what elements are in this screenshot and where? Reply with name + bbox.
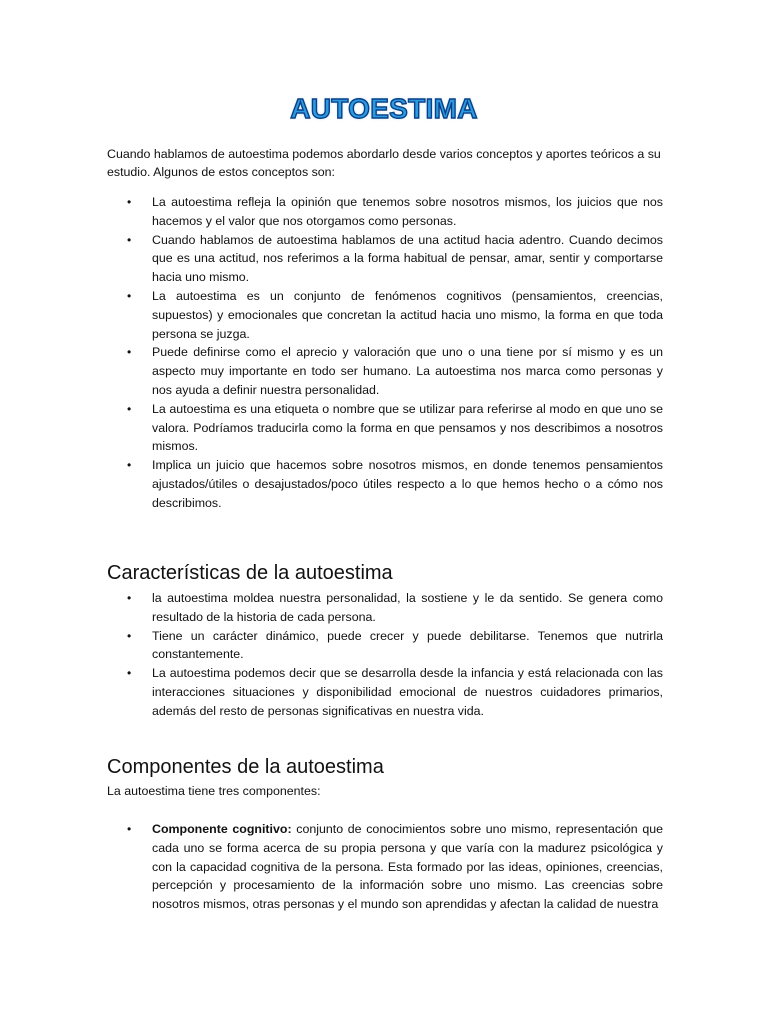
document-title: AUTOESTIMA <box>290 93 478 124</box>
list-item <box>107 820 663 914</box>
bullet-icon: • <box>127 666 132 681</box>
bullet-icon: • <box>127 401 132 416</box>
list-item <box>107 193 663 231</box>
list-item <box>107 627 663 665</box>
bullet-icon: • <box>127 628 132 643</box>
list-item-text: La autoestima es una etiqueta o nombre que se utilizar para referirse al modo en que uno se valora. Podríamos traducirla como la forma en que pensamos y nos describimos a nosotros mismos. <box>152 401 663 454</box>
components-heading: Componentes de la autoestima <box>107 756 384 778</box>
bullet-icon: • <box>127 822 132 836</box>
bullet-icon: • <box>127 232 132 247</box>
list-item-text: Cuando hablamos de autoestima hablamos de una actitud hacia adentro. Cuando decimos que es una actitud, nos referimos a la forma habitual de pensar, amar, sentir y comportarse hacia uno mismo. <box>152 232 663 285</box>
characteristics-list <box>107 589 663 721</box>
list-item <box>107 456 663 512</box>
concepts-list <box>107 193 663 513</box>
list-item-text: La autoestima es un conjunto de fenómenos cognitivos (pensamientos, creencias, supuestos) y emocionales que concretan la actitud hacia uno mismo, la forma en que toda persona se juzga. <box>152 288 663 341</box>
list-item <box>107 589 663 627</box>
list-item <box>107 400 663 456</box>
component-label: Componente cognitivo: <box>152 822 292 836</box>
bullet-icon: • <box>127 195 132 209</box>
list-item-text: La autoestima refleja la opinión que tenemos sobre nosotros mismos, los juicios que nos hacemos y el valor que nos otorgamos como personas. <box>152 195 663 228</box>
list-item-text: La autoestima podemos decir que se desarrolla desde la infancia y está relacionada con las interacciones situaciones y disponibilidad emocional de nuestros cuidadores primarios, además del resto de personas significativas en nuestra vida. <box>152 666 663 718</box>
bullet-icon: • <box>127 591 132 605</box>
list-item-text: Tiene un carácter dinámico, puede crecer y puede debilitarse. Tenemos que nutrirla constantemente. <box>152 628 663 662</box>
list-item-text: Puede definirse como el aprecio y valoración que uno o una tiene por sí mismo y es un aspecto muy importante en todo ser humano. La autoestima nos marca como personas y nos ayuda a definir nuestra personalidad. <box>152 345 663 397</box>
list-item-text: Implica un juicio que hacemos sobre nosotros mismos, en donde tenemos pensamientos ajustados/útiles o desajustados/poco útiles respecto a lo que hemos hecho o a cómo nos describimos. <box>152 458 663 510</box>
bullet-icon: • <box>127 458 132 473</box>
components-list <box>107 820 663 914</box>
components-intro: La autoestima tiene tres componentes: <box>107 784 321 798</box>
intro-paragraph: Cuando hablamos de autoestima podemos abordarlo desde varios conceptos y aportes teóricos a su estudio. Algunos de estos conceptos son: <box>107 147 661 180</box>
component-text: conjunto de conocimientos sobre uno mismo, representación que cada uno se forma acerca de su propia persona y que varía con la madurez psicológica y con la capacidad cognitiva de la persona. Esta formado por las ideas, opiniones, creencias, percepción y procesamiento de la información sobre uno mismo. Las creencias sobre nosotros mismos, otras personas y el mundo son aprendidas y afectan la calidad de nuestra <box>152 822 664 912</box>
list-item <box>107 664 663 720</box>
bullet-icon: • <box>127 288 132 303</box>
list-item <box>107 287 663 343</box>
list-item-text: la autoestima moldea nuestra personalidad, la sostiene y le da sentido. Se genera como resultado de la historia de cada persona. <box>152 591 663 624</box>
list-item <box>107 343 663 399</box>
bullet-icon: • <box>127 345 132 360</box>
characteristics-heading: Características de la autoestima <box>107 562 393 584</box>
list-item <box>107 231 663 287</box>
